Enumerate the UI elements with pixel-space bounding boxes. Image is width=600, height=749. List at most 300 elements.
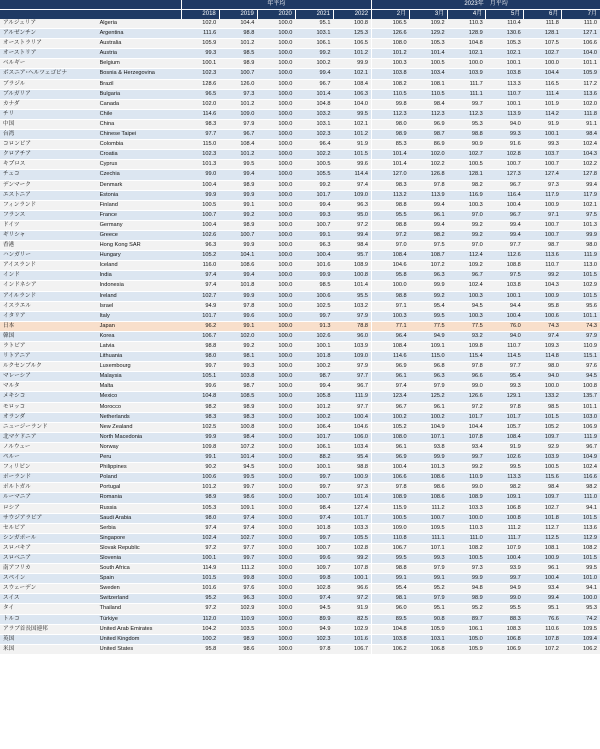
annual-value-cell: 101.3: [181, 160, 219, 170]
annual-value-cell: 102.1: [333, 119, 371, 129]
monthly-value-cell: 74.3: [562, 321, 600, 331]
monthly-value-cell: 99.3: [486, 382, 524, 392]
monthly-value-cell: 93.9: [486, 564, 524, 574]
country-name-jp: キプロス: [0, 160, 98, 170]
country-name-en: New Zealand: [98, 422, 182, 432]
table-row: [0, 594, 600, 604]
annual-value-cell: 98.5: [219, 49, 257, 59]
monthly-value-cell: 104.3: [524, 281, 562, 291]
annual-value-cell: 97.3: [219, 89, 257, 99]
monthly-value-cell: 102.0: [410, 150, 448, 160]
annual-value-cell: 91.3: [295, 321, 333, 331]
annual-value-cell: 100.0: [257, 251, 295, 261]
country-name-jp: スウェーデン: [0, 584, 98, 594]
monthly-value-cell: 98.0: [372, 119, 410, 129]
monthly-value-cell: 104.3: [562, 150, 600, 160]
monthly-value-cell: 99.4: [562, 180, 600, 190]
table-row: [0, 160, 600, 170]
annual-value-cell: 101.5: [181, 574, 219, 584]
annual-value-cell: 97.7: [333, 402, 371, 412]
monthly-value-cell: 112.5: [524, 533, 562, 543]
annual-value-cell: 108.9: [333, 261, 371, 271]
monthly-value-cell: 100.9: [524, 291, 562, 301]
annual-value-cell: 101.2: [295, 402, 333, 412]
monthly-value-cell: 94.9: [486, 584, 524, 594]
annual-value-cell: 97.6: [219, 584, 257, 594]
monthly-value-cell: 96.7: [562, 442, 600, 452]
monthly-value-cell: 100.3: [372, 311, 410, 321]
monthly-value-cell: 95.4: [372, 584, 410, 594]
annual-value-cell: 98.6: [219, 644, 257, 654]
monthly-value-cell: 127.1: [562, 29, 600, 39]
annual-value-cell: 104.4: [219, 19, 257, 29]
annual-value-cell: 100.0: [257, 210, 295, 220]
monthly-value-cell: 99.7: [448, 453, 486, 463]
annual-value-cell: 109.0: [219, 109, 257, 119]
annual-value-cell: 100.0: [257, 241, 295, 251]
country-name-jp: ドイツ: [0, 220, 98, 230]
country-name-en: Chinese Taipei: [98, 130, 182, 140]
country-name-en: Ireland: [98, 291, 182, 301]
monthly-value-cell: 95.5: [372, 210, 410, 220]
monthly-value-cell: 97.2: [372, 230, 410, 240]
annual-value-cell: 102.9: [333, 624, 371, 634]
monthly-value-cell: 109.3: [524, 342, 562, 352]
country-name-jp: インド: [0, 271, 98, 281]
annual-value-cell: 100.0: [257, 513, 295, 523]
table-row: [0, 140, 600, 150]
monthly-value-cell: 105.9: [410, 624, 448, 634]
annual-value-cell: 100.2: [181, 634, 219, 644]
monthly-value-cell: 96.9: [372, 453, 410, 463]
annual-value-cell: 100.0: [257, 311, 295, 321]
annual-value-cell: 99.7: [219, 553, 257, 563]
monthly-value-cell: 105.2: [372, 422, 410, 432]
annual-value-cell: 99.9: [333, 59, 371, 69]
annual-value-cell: 100.0: [257, 59, 295, 69]
monthly-value-cell: 74.3: [524, 321, 562, 331]
country-name-en: Thailand: [98, 604, 182, 614]
annual-value-cell: 114.6: [181, 109, 219, 119]
monthly-value-cell: 107.2: [524, 644, 562, 654]
table-row: [0, 352, 600, 362]
annual-value-cell: 96.0: [333, 331, 371, 341]
annual-value-cell: 100.0: [257, 604, 295, 614]
monthly-value-cell: 99.9: [410, 453, 448, 463]
monthly-value-cell: 112.3: [372, 109, 410, 119]
monthly-value-cell: 95.4: [410, 301, 448, 311]
monthly-value-cell: 106.9: [562, 422, 600, 432]
monthly-value-cell: 113.3: [486, 79, 524, 89]
annual-value-cell: 126.0: [219, 79, 257, 89]
annual-value-cell: 100.2: [295, 412, 333, 422]
annual-value-cell: 100.0: [257, 180, 295, 190]
annual-value-cell: 111.9: [333, 392, 371, 402]
annual-value-cell: 98.9: [219, 634, 257, 644]
monthly-value-cell: 97.7: [486, 362, 524, 372]
annual-value-cell: 97.7: [181, 130, 219, 140]
annual-value-cell: 102.9: [219, 604, 257, 614]
country-name-en: Austria: [98, 49, 182, 59]
annual-value-cell: 100.0: [257, 543, 295, 553]
country-name-en: France: [98, 210, 182, 220]
monthly-value-cell: 101.5: [562, 291, 600, 301]
annual-value-cell: 95.7: [333, 251, 371, 261]
monthly-group-header: 2023年 月平均: [372, 0, 600, 10]
monthly-value-cell: 94.0: [524, 372, 562, 382]
country-name-en: Chile: [98, 109, 182, 119]
annual-value-cell: 99.3: [219, 362, 257, 372]
monthly-value-cell: 102.9: [562, 281, 600, 291]
annual-value-cell: 101.8: [295, 352, 333, 362]
monthly-value-cell: 96.7: [372, 402, 410, 412]
country-name-jp: チェコ: [0, 170, 98, 180]
monthly-value-cell: 94.1: [562, 584, 600, 594]
annual-value-cell: 105.8: [295, 392, 333, 402]
monthly-value-cell: 109.4: [562, 634, 600, 644]
month-header: 6月: [524, 10, 562, 20]
table-row: [0, 543, 600, 553]
monthly-value-cell: 104.4: [524, 69, 562, 79]
monthly-value-cell: 100.5: [448, 160, 486, 170]
annual-value-cell: 105.5: [333, 533, 371, 543]
annual-value-cell: 100.0: [257, 301, 295, 311]
country-name-en: Serbia: [98, 523, 182, 533]
annual-value-cell: 99.4: [295, 200, 333, 210]
annual-value-cell: 100.0: [257, 140, 295, 150]
table-row: [0, 251, 600, 261]
annual-value-cell: 96.7: [219, 130, 257, 140]
annual-value-cell: 100.4: [295, 251, 333, 261]
annual-value-cell: 100.0: [257, 483, 295, 493]
annual-value-cell: 97.9: [219, 119, 257, 129]
monthly-value-cell: 108.6: [410, 473, 448, 483]
annual-value-cell: 100.0: [257, 281, 295, 291]
country-name-en: North Macedonia: [98, 432, 182, 442]
monthly-value-cell: 107.5: [524, 39, 562, 49]
country-name-jp: シンガポール: [0, 533, 98, 543]
annual-value-cell: 105.1: [181, 372, 219, 382]
country-name-en: India: [98, 271, 182, 281]
monthly-value-cell: 114.5: [486, 352, 524, 362]
table-row: [0, 634, 600, 644]
monthly-value-cell: 95.8: [372, 271, 410, 281]
monthly-value-cell: 129.2: [410, 29, 448, 39]
monthly-value-cell: 108.4: [372, 342, 410, 352]
annual-value-cell: 97.9: [333, 311, 371, 321]
annual-value-cell: 100.0: [257, 230, 295, 240]
annual-value-cell: 100.6: [295, 291, 333, 301]
monthly-value-cell: 125.2: [410, 392, 448, 402]
annual-value-cell: 100.0: [257, 594, 295, 604]
annual-value-cell: 101.7: [295, 190, 333, 200]
year-header: 2020: [257, 10, 295, 20]
monthly-value-cell: 99.9: [448, 574, 486, 584]
annual-value-cell: 100.1: [181, 59, 219, 69]
monthly-value-cell: 97.1: [524, 210, 562, 220]
monthly-value-cell: 105.0: [448, 634, 486, 644]
country-name-jp: オーストラリア: [0, 39, 98, 49]
annual-value-cell: 104.0: [333, 99, 371, 109]
annual-value-cell: 98.1: [219, 352, 257, 362]
monthly-value-cell: 127.0: [372, 170, 410, 180]
monthly-value-cell: 96.4: [372, 331, 410, 341]
country-name-en: Australia: [98, 39, 182, 49]
annual-value-cell: 110.9: [219, 614, 257, 624]
country-name-jp: スロベニア: [0, 553, 98, 563]
country-name-en: China: [98, 119, 182, 129]
annual-value-cell: 99.9: [219, 241, 257, 251]
country-name-jp: アイルランド: [0, 291, 98, 301]
annual-value-cell: 100.5: [295, 160, 333, 170]
annual-value-cell: 100.0: [257, 422, 295, 432]
annual-value-cell: 109.0: [333, 190, 371, 200]
annual-value-cell: 100.0: [257, 79, 295, 89]
monthly-value-cell: 91.6: [486, 140, 524, 150]
monthly-value-cell: 103.7: [524, 150, 562, 160]
country-name-jp: アイスランド: [0, 261, 98, 271]
monthly-value-cell: 99.5: [562, 564, 600, 574]
annual-value-cell: 101.6: [295, 261, 333, 271]
annual-value-cell: 102.6: [181, 230, 219, 240]
annual-value-cell: 88.2: [295, 453, 333, 463]
annual-value-cell: 102.0: [181, 19, 219, 29]
monthly-value-cell: 97.8: [448, 362, 486, 372]
annual-value-cell: 100.0: [257, 150, 295, 160]
annual-value-cell: 102.8: [333, 543, 371, 553]
annual-value-cell: 96.4: [295, 140, 333, 150]
annual-value-cell: 116.0: [181, 261, 219, 271]
annual-value-cell: 99.3: [181, 49, 219, 59]
country-name-jp: フィリピン: [0, 463, 98, 473]
monthly-value-cell: 103.8: [486, 281, 524, 291]
annual-value-cell: 100.0: [257, 271, 295, 281]
monthly-value-cell: 103.8: [372, 69, 410, 79]
country-name-en: Türkiye: [98, 614, 182, 624]
monthly-value-cell: 128.1: [524, 29, 562, 39]
monthly-value-cell: 135.7: [562, 392, 600, 402]
monthly-value-cell: 126.6: [448, 392, 486, 402]
country-name-en: Bulgaria: [98, 89, 182, 99]
annual-value-cell: 100.7: [181, 210, 219, 220]
annual-value-cell: 102.7: [181, 291, 219, 301]
year-header: 2022: [333, 10, 371, 20]
annual-value-cell: 99.1: [295, 230, 333, 240]
annual-value-cell: 99.7: [295, 533, 333, 543]
annual-value-cell: 100.0: [257, 432, 295, 442]
annual-value-cell: 96.3: [181, 241, 219, 251]
annual-value-cell: 100.0: [257, 473, 295, 483]
monthly-value-cell: 98.9: [372, 130, 410, 140]
monthly-value-cell: 99.9: [410, 281, 448, 291]
annual-value-cell: 97.4: [181, 523, 219, 533]
monthly-value-cell: 90.8: [410, 614, 448, 624]
annual-value-cell: 98.3: [219, 412, 257, 422]
monthly-value-cell: 101.5: [562, 553, 600, 563]
country-name-en: Israel: [98, 301, 182, 311]
monthly-value-cell: 98.2: [448, 180, 486, 190]
table-row: [0, 59, 600, 69]
annual-value-cell: 99.7: [295, 483, 333, 493]
annual-value-cell: 82.5: [333, 614, 371, 624]
monthly-value-cell: 100.8: [562, 382, 600, 392]
monthly-value-cell: 108.2: [562, 543, 600, 553]
monthly-value-cell: 98.7: [410, 130, 448, 140]
country-name-en: Russia: [98, 503, 182, 513]
monthly-value-cell: 101.1: [562, 402, 600, 412]
monthly-value-cell: 98.9: [448, 594, 486, 604]
monthly-value-cell: 109.5: [562, 624, 600, 634]
country-name-jp: オーストリア: [0, 49, 98, 59]
monthly-value-cell: 101.9: [524, 99, 562, 109]
annual-value-cell: 100.0: [257, 503, 295, 513]
monthly-value-cell: 112.9: [562, 533, 600, 543]
country-name-en: Lithuania: [98, 352, 182, 362]
annual-value-cell: 101.7: [181, 311, 219, 321]
country-name-en: Germany: [98, 220, 182, 230]
annual-value-cell: 100.0: [257, 19, 295, 29]
monthly-value-cell: 98.8: [372, 291, 410, 301]
annual-value-cell: 104.2: [181, 624, 219, 634]
monthly-value-cell: 77.5: [410, 321, 448, 331]
table-row: [0, 261, 600, 271]
monthly-value-cell: 102.4: [448, 281, 486, 291]
monthly-value-cell: 77.5: [448, 321, 486, 331]
monthly-value-cell: 99.0: [448, 483, 486, 493]
monthly-value-cell: 100.0: [562, 594, 600, 604]
table-row: [0, 109, 600, 119]
table-row: [0, 89, 600, 99]
annual-value-cell: 107.2: [219, 442, 257, 452]
country-name-jp: モロッコ: [0, 402, 98, 412]
monthly-value-cell: 102.7: [448, 150, 486, 160]
country-name-jp: セルビア: [0, 523, 98, 533]
country-name-en: Brazil: [98, 79, 182, 89]
annual-value-cell: 99.4: [219, 271, 257, 281]
monthly-value-cell: 100.7: [524, 160, 562, 170]
monthly-value-cell: 97.7: [486, 241, 524, 251]
header-period-row: [0, 10, 600, 20]
annual-value-cell: 103.8: [219, 372, 257, 382]
country-name-en: Japan: [98, 321, 182, 331]
country-name-en: Switzerland: [98, 594, 182, 604]
country-name-jp: ハンガリー: [0, 251, 98, 261]
monthly-value-cell: 100.7: [486, 160, 524, 170]
annual-value-cell: 99.4: [295, 69, 333, 79]
country-name-jp: ニュージーランド: [0, 422, 98, 432]
annual-value-cell: 99.6: [333, 160, 371, 170]
annual-value-cell: 98.2: [181, 402, 219, 412]
monthly-value-cell: 104.6: [372, 261, 410, 271]
annual-value-cell: 105.9: [181, 39, 219, 49]
table-row: [0, 463, 600, 473]
monthly-value-cell: 130.6: [486, 29, 524, 39]
table-row: [0, 412, 600, 422]
monthly-value-cell: 98.6: [410, 483, 448, 493]
monthly-value-cell: 109.7: [524, 432, 562, 442]
monthly-value-cell: 96.1: [524, 564, 562, 574]
monthly-value-cell: 97.4: [372, 382, 410, 392]
annual-value-cell: 99.1: [219, 321, 257, 331]
monthly-value-cell: 96.7: [486, 180, 524, 190]
country-name-jp: デンマーク: [0, 180, 98, 190]
monthly-value-cell: 88.3: [486, 614, 524, 624]
monthly-value-cell: 103.0: [562, 412, 600, 422]
monthly-value-cell: 76.0: [486, 321, 524, 331]
annual-value-cell: 98.8: [181, 342, 219, 352]
annual-value-cell: 100.0: [257, 442, 295, 452]
monthly-value-cell: 97.3: [448, 564, 486, 574]
annual-value-cell: 114.9: [181, 564, 219, 574]
country-name-en: Canada: [98, 99, 182, 109]
annual-value-cell: 100.0: [257, 644, 295, 654]
monthly-value-cell: 115.0: [410, 352, 448, 362]
annual-value-cell: 100.0: [257, 372, 295, 382]
monthly-value-cell: 105.3: [486, 39, 524, 49]
country-name-jp: アルジェリア: [0, 19, 98, 29]
country-name-en: United Arab Emirates: [98, 624, 182, 634]
table-row: [0, 473, 600, 483]
monthly-value-cell: 98.2: [562, 483, 600, 493]
monthly-value-cell: 97.5: [410, 241, 448, 251]
country-name-en: Bosnia & Herzegovina: [98, 69, 182, 79]
monthly-value-cell: 100.2: [410, 412, 448, 422]
monthly-value-cell: 100.4: [372, 463, 410, 473]
monthly-value-cell: 128.1: [448, 170, 486, 180]
table-row: [0, 483, 600, 493]
monthly-value-cell: 94.9: [410, 331, 448, 341]
monthly-value-cell: 115.6: [524, 473, 562, 483]
annual-value-cell: 100.6: [181, 473, 219, 483]
monthly-value-cell: 99.5: [372, 553, 410, 563]
monthly-value-cell: 102.2: [410, 160, 448, 170]
annual-value-cell: 100.0: [257, 261, 295, 271]
country-name-en: Portugal: [98, 483, 182, 493]
country-name-en: Colombia: [98, 140, 182, 150]
annual-value-cell: 99.7: [295, 311, 333, 321]
table-row: [0, 584, 600, 594]
monthly-value-cell: 100.1: [486, 59, 524, 69]
country-name-jp: 北マケドニア: [0, 432, 98, 442]
monthly-value-cell: 109.8: [448, 342, 486, 352]
monthly-value-cell: 93.4: [524, 584, 562, 594]
monthly-value-cell: 99.2: [524, 271, 562, 281]
monthly-value-cell: 94.8: [448, 584, 486, 594]
annual-value-cell: 98.5: [295, 281, 333, 291]
table-row: [0, 331, 600, 341]
annual-value-cell: 96.7: [295, 79, 333, 89]
annual-value-cell: 95.4: [333, 453, 371, 463]
monthly-value-cell: 111.9: [562, 251, 600, 261]
monthly-value-cell: 111.2: [410, 503, 448, 513]
monthly-value-cell: 77.1: [372, 321, 410, 331]
monthly-value-cell: 123.4: [372, 392, 410, 402]
table-row: [0, 210, 600, 220]
table-row: [0, 523, 600, 533]
monthly-value-cell: 102.0: [562, 99, 600, 109]
annual-value-cell: 128.6: [181, 79, 219, 89]
monthly-value-cell: 108.8: [486, 261, 524, 271]
monthly-value-cell: 95.8: [524, 301, 562, 311]
monthly-value-cell: 98.2: [410, 230, 448, 240]
country-name-jp: 香港: [0, 241, 98, 251]
annual-value-cell: 100.0: [257, 624, 295, 634]
table-row: [0, 180, 600, 190]
monthly-value-cell: 98.7: [524, 241, 562, 251]
country-name-jp: 米国: [0, 644, 98, 654]
monthly-value-cell: 98.8: [448, 130, 486, 140]
monthly-value-cell: 101.4: [372, 150, 410, 160]
